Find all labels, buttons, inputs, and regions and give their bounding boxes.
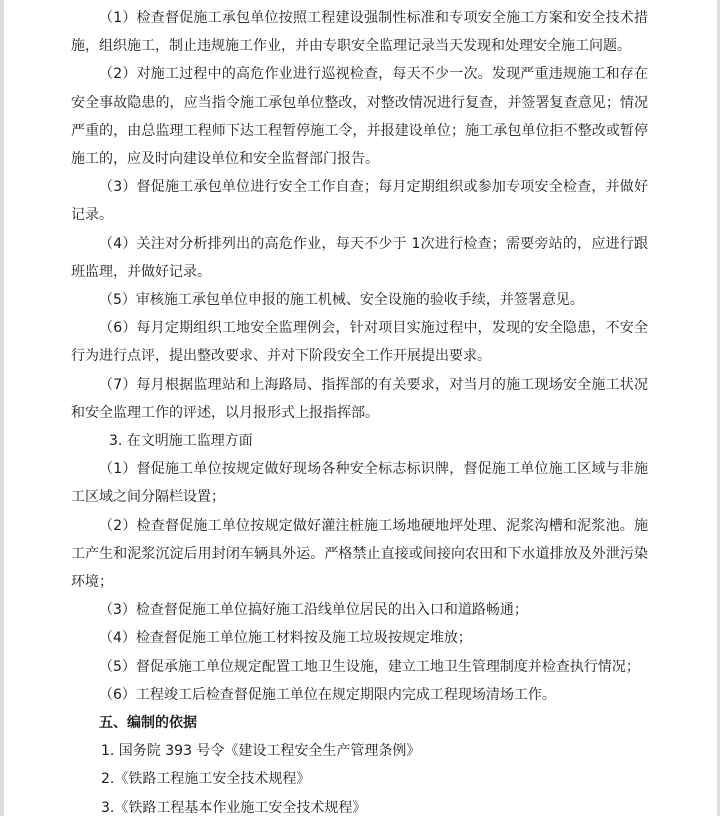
paragraph-civilized-1: （1）督促施工单位按规定做好现场各种安全标志标识牌，督促施工单位施工区域与非施工区域之间分隔栏设置；: [71, 461, 648, 506]
paragraph-civilized-2: （2）检查督促施工单位按规定做好灌注桩施工场地硬地坪处理、泥浆沟槽和泥浆池。施工产生和泥浆沉淀后用封闭车辆具外运。严格禁止直接或间接向农田和下水道排放及外泄污染环境；: [71, 517, 648, 591]
paragraph-safety-3: （3）督促施工承包单位进行安全工作自查；每月定期组织或参加专项安全检查，并做好记录。: [71, 179, 648, 224]
paragraph-safety-7: （7）每月根据监理站和上海路局、指挥部的有关要求，对当月的施工现场安全施工状况和安全监理工作的评述，以月报形式上报指挥部。: [71, 376, 648, 421]
section-heading-civilized-construction: 3. 在文明施工监理方面: [109, 433, 253, 450]
paragraph-safety-2: （2）对施工过程中的高危作业进行巡视检查，每天不少一次。发现严重违规施工和存在安全事故隐患的，应当指令施工承包单位整改，对整改情况进行复查，并签署复查意见；情况严重的，由总监理工程师下达工程暂停施工令，并报建设单位；施工承包单位拒不整改或暂停施工的，应及时向建设单位和安全监督部门报告。: [71, 66, 648, 168]
paragraph-safety-6: （6）每月定期组织工地安全监理例会，针对项目实施过程中，发现的安全隐患，不安全行为进行点评，提出整改要求、并对下阶段安全工作开展提出要求。: [71, 320, 648, 365]
paragraph-civilized-4: （4）检查督促施工单位施工材料按及施工垃圾按规定堆放；: [99, 630, 472, 647]
paragraph-civilized-6: （6）工程竣工后检查督促施工单位在规定期限内完成工程现场清场工作。: [99, 686, 556, 703]
reference-item-1: 1. 国务院 393 号令《建设工程安全生产管理条例》: [101, 743, 421, 760]
page-edge-left: [0, 0, 4, 816]
paragraph-civilized-3: （3）检查督促施工单位搞好施工沿线单位居民的出入口和道路畅通；: [99, 602, 528, 619]
paragraph-safety-4: （4）关注对分析排列出的高危作业，每天不少于 1次进行检查；需要旁站的，应进行跟班监理，并做好记录。: [71, 235, 648, 280]
document-body: [71, 4, 648, 822]
reference-item-3: 3.《铁路工程基本作业施工安全技术规程》: [101, 799, 367, 816]
paragraph-safety-1: （1）检查督促施工承包单位按照工程建设强制性标准和专项安全施工方案和安全技术措施，组织施工，制止违规施工作业，并由专职安全监理记录当天发现和处理安全施工问题。: [71, 10, 648, 55]
reference-item-2: 2.《铁路工程施工安全技术规程》: [101, 771, 311, 788]
paragraph-safety-5: （5）审核施工承包单位申报的施工机械、安全设施的验收手续，并签署意见。: [99, 292, 584, 309]
paragraph-civilized-5: （5）督促承施工单位规定配置工地卫生设施，建立工地卫生管理制度并检查执行情况；: [99, 658, 640, 675]
section-heading-basis: 五、编制的依据: [99, 715, 197, 732]
